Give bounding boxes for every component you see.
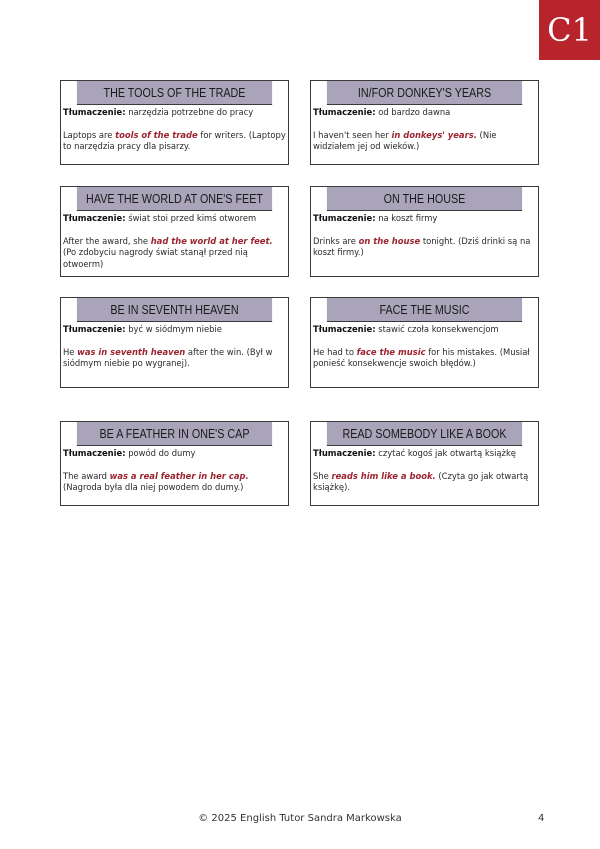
example-text: (Nie widziałem jej od wieków.): [313, 129, 497, 152]
translation-label: Tłumaczenie:: [313, 107, 376, 117]
footer-copyright: © 2025 English Tutor Sandra Markowska: [198, 813, 402, 824]
translation-label: Tłumaczenie:: [63, 213, 126, 223]
example-sentence: [313, 347, 536, 370]
translation-line: [313, 213, 536, 225]
translation-label: Tłumaczenie:: [63, 107, 126, 117]
translation-line: [63, 213, 286, 225]
translation-line: [63, 448, 286, 460]
idiom-card: [60, 80, 289, 165]
example-highlight: on the house: [358, 235, 421, 246]
example-text: After the award, she: [63, 235, 151, 246]
idiom-title: FACE THE MUSIC: [327, 298, 522, 322]
idiom-card: [310, 186, 539, 277]
translation-label: Tłumaczenie:: [313, 448, 376, 458]
example-text: (Po zdobyciu nagrody świat stanął przed nią otwoerm): [63, 247, 248, 269]
example-text: He: [63, 346, 78, 357]
example-sentence: [63, 130, 286, 153]
idiom-card: [310, 421, 539, 506]
translation-line: [63, 324, 286, 336]
example-text: for writers. (Laptopy to narzędzia pracy dla pisarzy.: [63, 129, 286, 152]
example-sentence: [313, 130, 536, 153]
example-text: He had to: [313, 346, 357, 357]
translation-text: czytać kogoś jak otwartą książkę: [375, 448, 516, 458]
example-sentence: [63, 236, 286, 271]
example-sentence: [63, 471, 286, 494]
translation-line: [313, 107, 536, 119]
idiom-title: IN/FOR DONKEY'S YEARS: [327, 81, 522, 105]
translation-line: [313, 448, 536, 460]
example-sentence: [313, 471, 536, 494]
example-text: I haven't seen her: [313, 129, 392, 140]
translation-text: narzędzia potrzebne do pracy: [125, 107, 254, 117]
example-text: after the win. (Był w siódmym niebie po wygranej).: [63, 346, 273, 369]
idiom-card: [310, 80, 539, 165]
translation-label: Tłumaczenie:: [313, 324, 376, 334]
example-text: for his mistakes. (Musiał ponieść konsekwencje swoich błędów.): [313, 346, 530, 369]
example-text: (Czyta go jak otwartą książkę).: [313, 470, 529, 493]
translation-label: Tłumaczenie:: [63, 324, 126, 334]
example-highlight: had the world at her feet.: [150, 235, 273, 246]
example-text: (Nagroda była dla niej powodem do dumy.): [63, 482, 244, 493]
translation-text: od bardzo dawna: [375, 107, 451, 117]
example-sentence: [63, 347, 286, 370]
example-text: The award: [63, 470, 110, 481]
example-text: Laptops are: [63, 129, 116, 140]
translation-label: Tłumaczenie:: [63, 448, 126, 458]
idiom-title: BE IN SEVENTH HEAVEN: [77, 298, 272, 322]
translation-text: powód do dumy: [125, 448, 196, 458]
example-text: She: [313, 470, 332, 481]
example-highlight: reads him like a book.: [331, 470, 436, 481]
idiom-card: [60, 421, 289, 506]
idiom-card: [60, 186, 289, 277]
example-text: tonight. (Dziś drinki są na koszt firmy.): [313, 235, 531, 258]
example-text: Drinks are: [313, 235, 359, 246]
example-highlight: face the music: [356, 346, 426, 357]
idiom-title: THE TOOLS OF THE TRADE: [77, 81, 272, 105]
idiom-title: READ SOMEBODY LIKE A BOOK: [327, 422, 522, 446]
level-badge: C1: [539, 0, 600, 60]
idiom-card: [310, 297, 539, 388]
translation-text: świat stoi przed kimś otworem: [125, 213, 257, 223]
example-highlight: was a real feather in her cap.: [109, 470, 249, 481]
idiom-title: HAVE THE WORLD AT ONE'S FEET: [77, 187, 272, 211]
idiom-title: BE A FEATHER IN ONE'S CAP: [77, 422, 272, 446]
example-highlight: in donkeys' years.: [391, 129, 477, 140]
translation-label: Tłumaczenie:: [313, 213, 376, 223]
translation-line: [63, 107, 286, 119]
translation-line: [313, 324, 536, 336]
idiom-title: ON THE HOUSE: [327, 187, 522, 211]
translation-text: być w siódmym niebie: [125, 324, 222, 334]
page-number: 4: [538, 813, 545, 824]
example-highlight: tools of the trade: [115, 129, 198, 140]
idiom-card: [60, 297, 289, 388]
translation-text: na koszt firmy: [375, 213, 438, 223]
example-sentence: [313, 236, 536, 259]
example-highlight: was in seventh heaven: [77, 346, 186, 357]
translation-text: stawić czoła konsekwencjom: [375, 324, 499, 334]
